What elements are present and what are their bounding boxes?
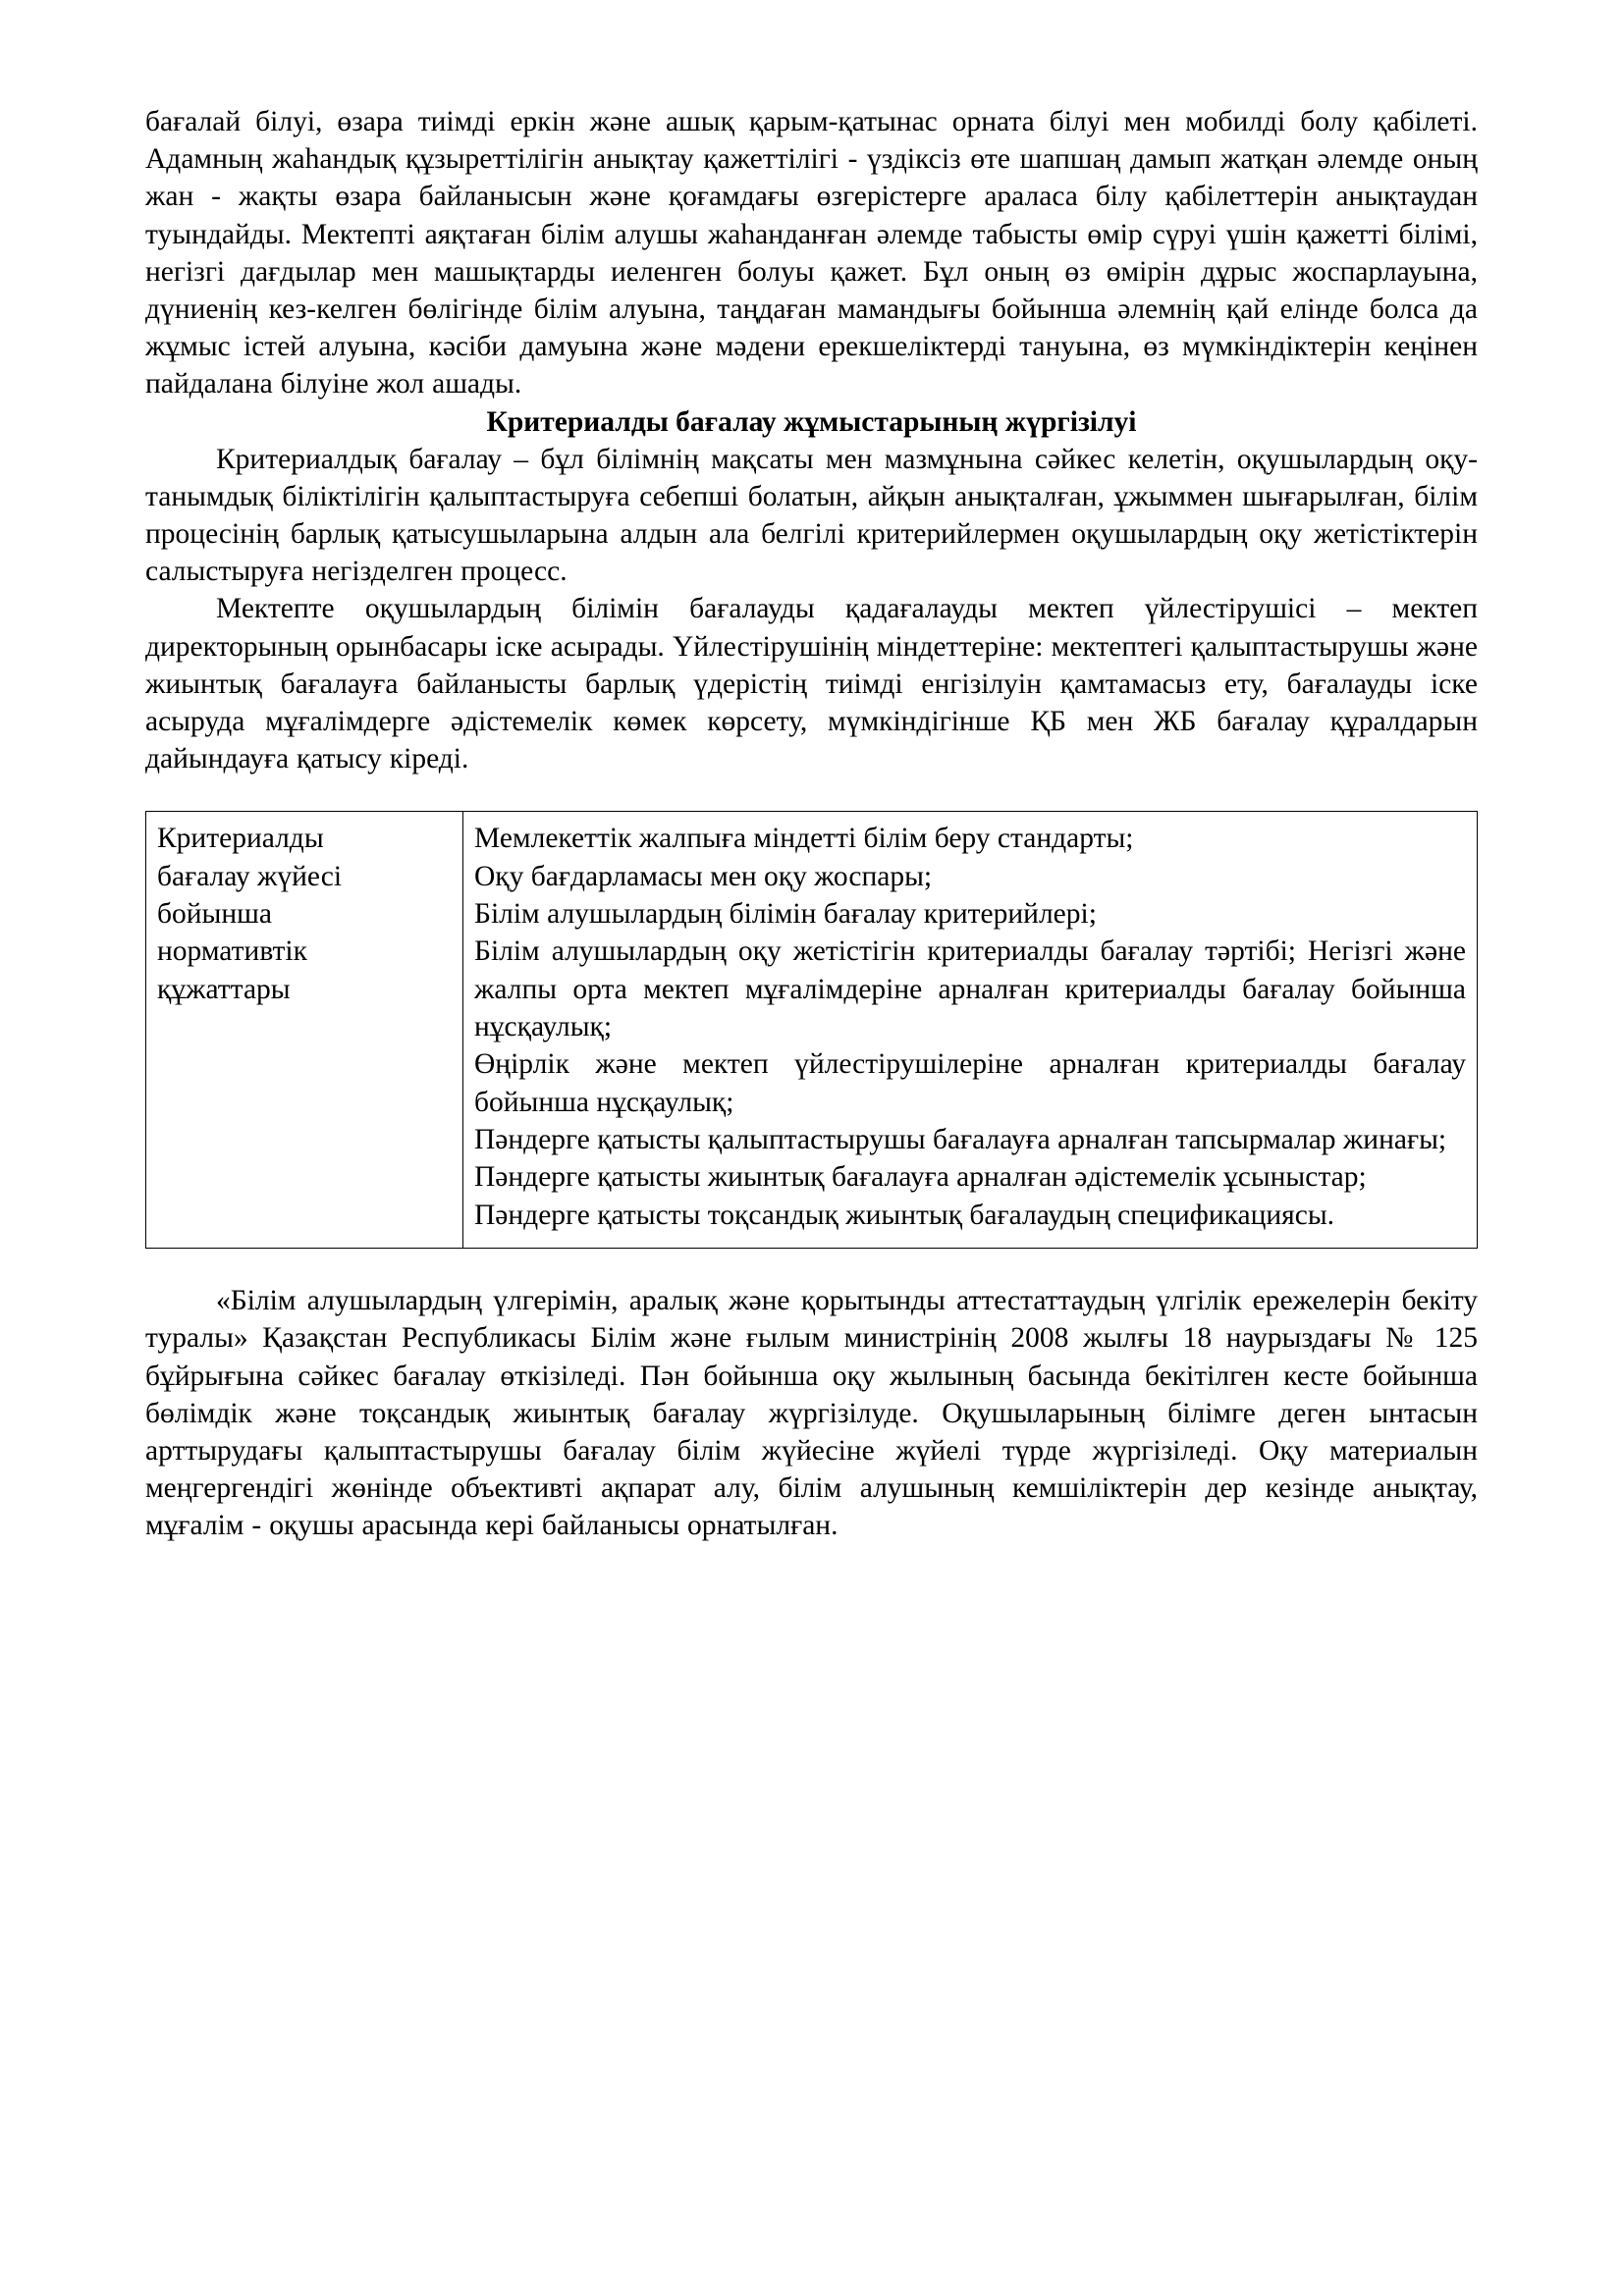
label-line: бағалау жүйесі xyxy=(157,860,343,892)
document-item: Оқу бағдарламасы мен оқу жоспары; xyxy=(474,860,933,892)
section-heading: Критериалды бағалау жұмыстарының жүргізілуі xyxy=(486,405,1137,438)
document-item: Өңірлік және мектеп үйлестірушілеріне арналған критериалды бағалау бойынша нұсқаулық; xyxy=(474,1048,1466,1118)
table-cell-documents-list xyxy=(463,812,1478,1249)
label-line: нормативтік xyxy=(157,935,307,968)
paragraph-criteria-definition: Критериалдық бағалау – бұл білімнің мақсаты мен мазмұнына сәйкес келетін, оқушылардың оқу-танымдық біліктілігін қалыптастыруға себепші болатын, айқын анықталған, ұжыммен шығарылған, білім процесінің барлық қатысушыларына алдын ала белгілі критерийлермен оқушылардың оқу жетістіктерін салыстыруға негізделген процесс. xyxy=(145,443,1478,588)
document-item: Пәндерге қатысты тоқсандық жиынтық бағалаудың спецификациясы. xyxy=(474,1199,1335,1231)
document-item: Мемлекеттік жалпыға міндетті білім беру стандарты; xyxy=(474,823,1134,855)
paragraph-regulation: «Білім алушылардың үлгерімін, аралық және қорытынды аттестаттаудың үлгілік ережелерін бекіту туралы» Қазақстан Республикасы Білім және ғылым министрінің 2008 жылғы 18 наурыздағы № 125 бұйрығына сәйкес бағалау өткізіледі. Пән бойынша оқу жылының басында бекітілген кесте бойынша бөлімдік және тоқсандық жиынтық бағалау жүргізілуде. Оқушыларының білімге деген ынтасын арттырудағы қалыптастырушы бағалау білім жүйесіне жүйелі түрде жүргізіледі. Оқу материалын меңгергендігі жөнінде объективті ақпарат алу, білім алушының кемшіліктерін дер кезінде анықтау, мұғалім - оқушы арасында кері байланысы орнатылған. xyxy=(145,1285,1478,1542)
table-cell-label xyxy=(146,812,463,1249)
document-item: Білім алушылардың оқу жетістігін критериалды бағалау тәртібі; Негізгі және жалпы орта мектеп мұғалімдеріне арналған критериалды бағалау бойынша нұсқаулық; xyxy=(474,935,1466,1043)
normative-documents-table xyxy=(145,811,1478,1249)
table-row xyxy=(146,812,1478,1249)
label-line: бойынша xyxy=(157,898,272,931)
paragraph-coordinator: Мектепте оқушылардың білімін бағалауды қадағалауды мектеп үйлестірушісі – мектеп директорының орынбасары іске асырады. Үйлестірушінің міндеттеріне: мектептегі қалыптастырушы және жиынтық бағалауға байланысты барлық үдерістің тиімді енгізілуін қамтамасыз ету, бағалауды іске асыруда мұғалімдерге әдістемелік көмек көрсету, мүмкіндігінше ҚБ мен ЖБ бағалау құралдарын дайындауға қатысу кіреді. xyxy=(145,593,1478,775)
label-line: құжаттары xyxy=(157,973,291,1005)
document-item: Пәндерге қатысты қалыптастырушы бағалауға арналған тапсырмалар жинағы; xyxy=(474,1124,1447,1156)
document-item: Пәндерге қатысты жиынтық бағалауға арналған әдістемелік ұсыныстар; xyxy=(474,1161,1367,1194)
document-item: Білім алушылардың білімін бағалау критерийлері; xyxy=(474,898,1097,931)
label-line: Критериалды xyxy=(157,823,324,855)
paragraph-intro: бағалай білуі, өзара тиімді еркін және ашық қарым-қатынас орната білуі мен мобилді болу қабілеті. Адамның жаһандық құзыреттілігін анықтау қажеттілігі - үздіксіз өте шапшаң дамып жатқан әлемде оның жан - жақты өзара байланысын және қоғамдағы өзгерістерге араласа білу қабілеттерін анықтаудан туындайды. Мектепті аяқтаған білім алушы жаһанданған әлемде табысты өмір сүруі үшін қажетті білімі, негізгі дағдылар мен машықтарды иеленген болуы қажет. Бұл оның өз өмірін дұрыс жоспарлауына, дүниенің кез-келген бөлігінде білім алуына, таңдаған мамандығы бойынша әлемнің қай елінде болса да жұмыс істей алуына, кәсіби дамуына және мәдени ерекшеліктерді тануына, өз мүмкіндіктерін кеңінен пайдалана білуіне жол ашады. xyxy=(145,106,1478,400)
